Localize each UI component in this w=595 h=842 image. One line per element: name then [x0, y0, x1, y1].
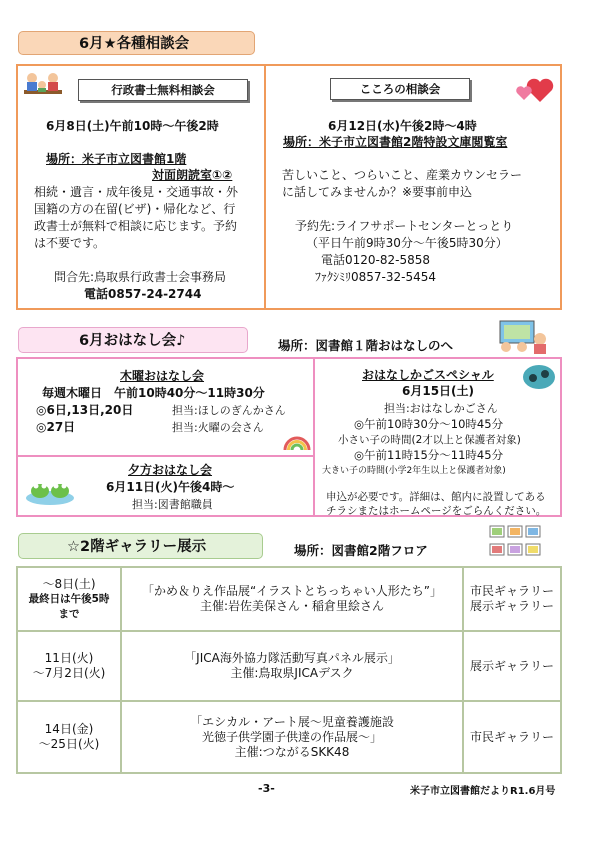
admin-desc-1: 相続・遺言・成年後見・交通事故・外: [34, 185, 239, 199]
special-title: おはなしかごスペシャル: [362, 368, 494, 382]
gallery-title-cell: [121, 701, 463, 773]
story-location: 場所：図書館１階おはなしのへ: [278, 338, 454, 353]
evening-date: 6月11日(火)午後4時〜: [106, 480, 235, 494]
story-section-header: 6月おはなし会♪: [18, 327, 248, 353]
gallery-room: 市民ギャラリー: [469, 584, 554, 598]
special-slot1: ◎午前10時30分〜10時45分: [354, 417, 504, 431]
admin-desc-3: 政書士が無料で相談に応じます。予約: [34, 219, 238, 233]
rainbow-icon: [283, 430, 311, 452]
gallery-organizer: 主催:鳥取県JICAデスク: [230, 666, 354, 680]
counseling-date: 6月12日(水)午後2時〜4時: [328, 119, 477, 133]
table-row: [17, 701, 561, 773]
admin-scrivener-tag: 行政書士無料相談会: [78, 79, 248, 101]
special-note-1: 申込が必要です。詳細は、館内に設置してある: [326, 491, 546, 503]
admin-date: 6月8日(土)午前10時〜午後2時: [46, 119, 219, 133]
thursday-date27: ◎27日: [36, 420, 76, 434]
page-number: -3-: [258, 782, 275, 795]
newsletter-source: 米子市立図書館だよりR1.6月号: [410, 786, 556, 797]
hearts-icon: [514, 72, 554, 104]
gallery-room: 展示ギャラリー: [469, 658, 554, 673]
gallery-date: 〜25日(火): [38, 737, 100, 751]
gallery-date: 11日(火): [44, 651, 94, 665]
gallery-location: 場所：図書館2階フロア: [294, 543, 428, 558]
counseling-reserve: 予約先:ライフサポートセンターとっとり: [295, 219, 514, 233]
special-slot2: ◎午前11時15分〜11時45分: [354, 448, 504, 462]
evening-title: 夕方おはなし会: [128, 463, 213, 477]
admin-desc-2: 国籍の方の在留(ビザ)・帰化など、行: [34, 202, 236, 216]
gallery-date: 〜8日(土): [42, 576, 96, 591]
table-row: [17, 631, 561, 701]
admin-inquiry: 問合先:鳥取県行政書士会事務局: [54, 270, 227, 284]
counseling-desc-2: に話してみませんか？※要事前申込: [282, 185, 473, 199]
counseling-tel: 電話0120-82-5858: [321, 253, 431, 267]
gallery-organizer: 主催:岩佐美保さん・稲倉里絵さん: [199, 599, 385, 613]
gallery-date-cell: [17, 631, 121, 701]
thursday-title: 木曜おはなし会: [120, 369, 205, 383]
special-date: 6月15日(土): [402, 384, 475, 398]
thursday-staff1: 担当:ほしのぎんかさん: [172, 404, 286, 417]
thursday-staff2: 担当:火曜の会さん: [172, 421, 264, 434]
paw-prints-icon: [522, 364, 556, 390]
special-staff: 担当:おはなしかごさん: [384, 402, 498, 415]
gallery-date-note: 最終日は午後5時: [28, 592, 110, 605]
gallery-title-cell: [121, 567, 463, 631]
admin-desc-4: は不要です。: [34, 236, 106, 250]
counseling-place: 場所：米子市立図書館2階特設文庫閲覧室: [283, 135, 508, 149]
gallery-date-cell: [17, 567, 121, 631]
gallery-title: 光徳子供学園子供達の作品展〜」: [201, 729, 382, 744]
gallery-title: 「エシカル・アート展〜児童養護施設: [190, 714, 394, 729]
consult-panel-divider: [264, 65, 266, 309]
gallery-date-note: まで: [58, 607, 80, 620]
consult-section-header: 6月★各種相談会: [18, 31, 255, 55]
special-slot1-desc: 小さい子の時間(2才以上と保護者対象): [338, 434, 521, 446]
gallery-room-cell: [463, 631, 561, 701]
people-consulting-icon: [22, 70, 64, 102]
gallery-room-cell: [463, 701, 561, 773]
gallery-room-cell: [463, 567, 561, 631]
counseling-hours: （平日午前9時30分〜午後5時30分）: [306, 236, 508, 250]
admin-room: 対面朗読室①②: [152, 168, 233, 182]
special-note-2: チラシまたはホームページをごらんください。: [326, 505, 547, 517]
picture-frames-icon: [488, 524, 544, 558]
frogs-icon: [24, 474, 76, 506]
thursday-dates: ◎6日,13日,20日: [36, 403, 134, 417]
gallery-title: 「かめ＆りえ作品展“イラストとちっちゃい人形たち”」: [141, 584, 443, 598]
gallery-section-header: ☆2階ギャラリー展示: [18, 533, 263, 559]
special-slot2-desc: 大きい子の時間(小学2年生以上と保護者対象): [322, 466, 506, 476]
gallery-title-cell: [121, 631, 463, 701]
gallery-date: 14日(金): [44, 722, 94, 736]
thursday-line1: 毎週木曜日 午前10時40分〜11時30分: [42, 386, 265, 400]
story-panel-hdivider: [17, 455, 313, 457]
evening-staff: 担当:図書館職員: [132, 498, 213, 511]
table-row: [17, 567, 561, 631]
gallery-date: 〜7月2日(火): [32, 666, 106, 680]
gallery-date-cell: [17, 701, 121, 773]
admin-place: 場所：米子市立図書館1階: [46, 152, 187, 166]
counseling-desc-1: 苦しいこと、つらいこと、産業カウンセラー: [282, 168, 523, 182]
gallery-organizer: 主催:つながるSKK48: [234, 744, 350, 759]
kids-reading-icon: [494, 319, 550, 355]
story-panel-vdivider: [313, 358, 315, 516]
gallery-room: 展示ギャラリー: [469, 599, 554, 613]
counseling-fax: ﾌｧｸｼﾐﾘ0857-32-5454: [315, 270, 437, 284]
gallery-table: [16, 566, 562, 774]
admin-tel: 電話0857-24-2744: [84, 287, 202, 301]
gallery-room: 市民ギャラリー: [469, 729, 554, 744]
counseling-tag: こころの相談会: [330, 78, 470, 100]
gallery-title: 「JICA海外協力隊活動写真パネル展示」: [184, 651, 400, 665]
